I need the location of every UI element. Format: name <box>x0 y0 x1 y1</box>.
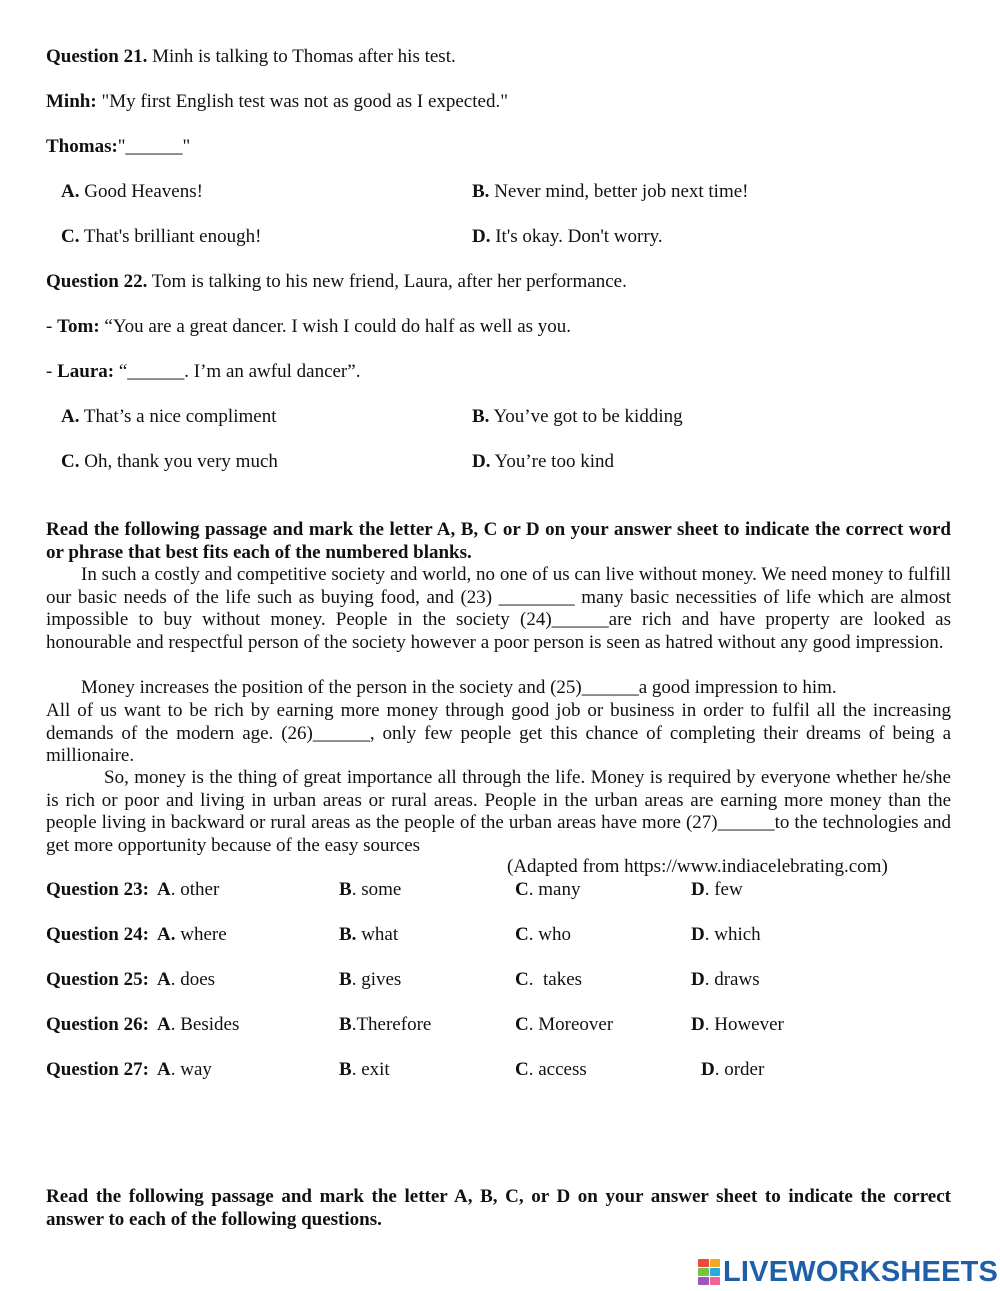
speaker-thomas: Thomas: <box>46 136 118 157</box>
option-letter: B. <box>472 181 490 202</box>
question-25-option-b[interactable]: B. gives <box>339 969 402 990</box>
logo-tile <box>710 1277 721 1285</box>
option-text: Never mind, better job next time! <box>489 181 749 202</box>
option-text: Good Heavens! <box>79 181 203 202</box>
logo-mark-icon <box>698 1259 720 1286</box>
question-26-option-a[interactable]: A. Besides <box>157 1014 240 1035</box>
question-21-line-thomas <box>46 136 190 158</box>
logo-tile <box>710 1268 721 1276</box>
question-22-label: Question 22. <box>46 271 148 292</box>
question-21-option-a[interactable] <box>61 181 203 203</box>
option-letter: C. <box>61 451 80 472</box>
speaker-tom: Tom: <box>57 316 100 337</box>
passage-instruction: Read the following passage and mark the letter A, B, C or D on your answer sheet to indicate the correct word or phrase that best fits each of the numbered blanks. <box>46 519 951 563</box>
option-text: You’ve got to be kidding <box>489 406 683 427</box>
question-23-option-a[interactable]: A. other <box>157 879 220 900</box>
liveworksheets-logo <box>698 1256 998 1288</box>
option-letter: D. <box>472 451 491 472</box>
question-21-option-c[interactable] <box>61 226 261 248</box>
line-minh-text: "My first English test was not as good as I expected." <box>96 91 508 112</box>
question-22-line-tom <box>46 316 571 338</box>
question-26-option-d[interactable]: D. However <box>691 1014 784 1035</box>
question-25-option-d[interactable]: D. draws <box>691 969 760 990</box>
question-27-option-b[interactable]: B. exit <box>339 1059 390 1080</box>
line-laura-text: “______. I’m an awful dancer”. <box>114 361 361 382</box>
question-22-option-d[interactable] <box>472 451 614 473</box>
question-27-label: Question 27: <box>46 1059 149 1080</box>
option-letter: D. <box>472 226 491 247</box>
question-23-label: Question 23: <box>46 879 149 900</box>
speaker-laura: Laura: <box>57 361 115 382</box>
passage-paragraph-2: All of us want to be rich by earning more money through good job or business in order to fulfil all the increasing demands of the modern age. (26)______, only few people get this chance of completing their dreams of being a millionaire. <box>46 700 951 767</box>
question-22-header <box>46 271 627 293</box>
line-tom-text: “You are a great dancer. I wish I could do half as well as you. <box>99 316 572 337</box>
question-25-label: Question 25: <box>46 969 149 990</box>
passage-source: (Adapted from https://www.indiacelebrating.com) <box>507 856 888 877</box>
dash: - <box>46 316 58 337</box>
option-letter: A. <box>61 181 80 202</box>
passage-paragraph-1: In such a costly and competitive society and world, no one of us can live without money. We need money to fulfill our basic needs of the life such as buying food, and (23) ________ many basic necessities of life which are almost impossible to buy without money. People in the society (24)______are rich and have property are looked as honourable and respectful person of the society however a poor person is seen as hatred without any good impression. <box>46 564 951 653</box>
passage-paragraph-2-line-1: Money increases the position of the person in the society and (25)______a good impression to him. <box>81 677 837 698</box>
logo-text: LIVEWORKSHEETS <box>723 1256 999 1288</box>
question-22-option-a[interactable] <box>61 406 276 428</box>
question-21-label: Question 21. <box>46 46 148 67</box>
question-23-option-d[interactable]: D. few <box>691 879 743 900</box>
logo-tile <box>710 1259 721 1267</box>
question-27-option-a[interactable]: A. way <box>157 1059 212 1080</box>
speaker-minh: Minh: <box>46 91 97 112</box>
question-22-option-b[interactable] <box>472 406 683 428</box>
question-21-line-minh <box>46 91 508 113</box>
question-22-prompt: Tom is talking to his new friend, Laura, after her performance. <box>147 271 627 292</box>
question-24-label: Question 24: <box>46 924 149 945</box>
question-21-prompt: Minh is talking to Thomas after his test. <box>147 46 456 67</box>
question-27-option-d[interactable]: D. order <box>701 1059 765 1080</box>
option-letter: B. <box>472 406 490 427</box>
option-text: That's brilliant enough! <box>79 226 262 247</box>
question-22-line-laura <box>46 361 360 383</box>
option-text: You’re too kind <box>490 451 614 472</box>
option-text: That’s a nice compliment <box>79 406 277 427</box>
question-26-label: Question 26: <box>46 1014 149 1035</box>
line-thomas-text: "______" <box>117 136 191 157</box>
question-25-option-c[interactable]: C. takes <box>515 969 583 990</box>
next-section-instruction: Read the following passage and mark the letter A, B, C, or D on your answer sheet to indicate the correct answer to each of the following questions. <box>46 1186 951 1230</box>
question-23-option-c[interactable]: C. many <box>515 879 581 900</box>
logo-tile <box>698 1268 709 1276</box>
question-21-header <box>46 46 456 68</box>
dash: - <box>46 361 58 382</box>
logo-tile <box>698 1259 709 1267</box>
question-21-option-d[interactable] <box>472 226 663 248</box>
question-21-option-b[interactable] <box>472 181 749 203</box>
question-24-option-c[interactable]: C. who <box>515 924 571 945</box>
question-27-option-c[interactable]: C. access <box>515 1059 587 1080</box>
question-22-option-c[interactable] <box>61 451 278 473</box>
option-letter: C. <box>61 226 80 247</box>
logo-tile <box>698 1277 709 1285</box>
option-text: It's okay. Don't worry. <box>490 226 663 247</box>
passage-paragraph-3: So, money is the thing of great importance all through the life. Money is required by everyone whether he/she is rich or poor and living in urban areas or rural areas. People in the urban areas are earning more money than the people living in backward or rural areas as the people of the urban areas have more (27)______to the technologies and get more opportunity because of the easy sources <box>46 767 951 856</box>
option-letter: A. <box>61 406 80 427</box>
question-24-option-a[interactable]: A. where <box>157 924 227 945</box>
question-26-option-c[interactable]: C. Moreover <box>515 1014 614 1035</box>
option-text: Oh, thank you very much <box>79 451 278 472</box>
question-24-option-b[interactable]: B. what <box>339 924 399 945</box>
question-23-option-b[interactable]: B. some <box>339 879 402 900</box>
question-25-option-a[interactable]: A. does <box>157 969 216 990</box>
question-24-option-d[interactable]: D. which <box>691 924 761 945</box>
question-26-option-b[interactable]: B.Therefore <box>339 1014 432 1035</box>
